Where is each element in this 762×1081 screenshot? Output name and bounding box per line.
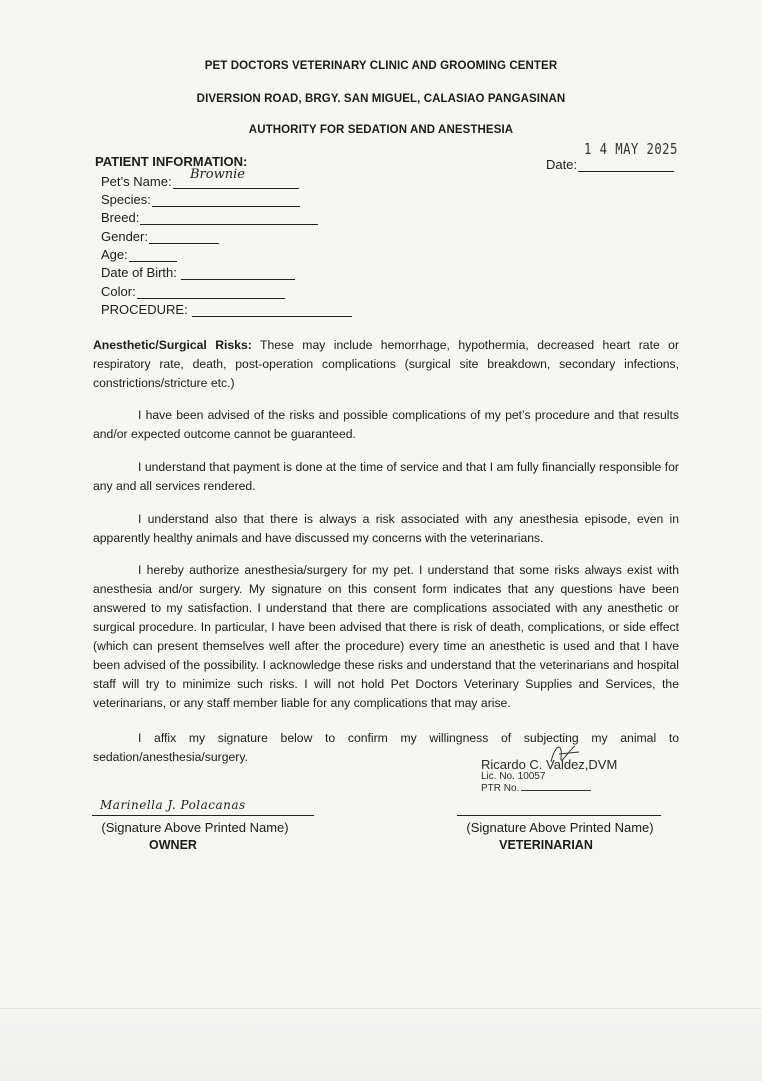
gender-label: Gender:: [101, 229, 148, 244]
color-label: Color:: [101, 284, 136, 299]
gender-blank: [149, 229, 219, 244]
vet-ptr: [481, 782, 617, 794]
vet-signature-line: [457, 815, 661, 816]
pet-name-label: Pet’s Name:: [101, 174, 172, 189]
breed-blank: [140, 210, 318, 225]
affix-signature-paragraph: I affix my signature below to confirm my willingness of subjecting my animal to sedation/anesthesia/surgery.: [93, 731, 679, 764]
age-label: Age:: [101, 247, 128, 262]
procedure-field: [101, 302, 352, 317]
scan-bottom-edge: [0, 1008, 762, 1081]
date-stamp: 1 4 MAY 2025: [584, 140, 678, 158]
vet-stamp-name: Ricardo C. Valdez,DVM: [481, 757, 618, 772]
clinic-address: DIVERSION ROAD, BRGY. SAN MIGUEL, CALASIAO PANGASINAN: [196, 93, 566, 105]
vet-role: VETERINARIAN: [499, 838, 593, 852]
risks-paragraph: [93, 336, 679, 393]
owner-role: OWNER: [149, 838, 197, 852]
procedure-blank: [192, 302, 352, 317]
patient-info-title: PATIENT INFORMATION:: [95, 154, 248, 169]
species-blank: [152, 192, 300, 207]
vet-license: Lic. No. 10057: [481, 771, 546, 782]
dob-blank: [181, 265, 295, 280]
form-title: AUTHORITY FOR SEDATION AND ANESTHESIA: [248, 124, 514, 136]
date-label: Date:: [546, 157, 578, 172]
risks-heading: Anesthetic/Surgical Risks:: [93, 338, 252, 352]
advised-paragraph: I have been advised of the risks and possible complications of my pet’s procedure and that results and/or expected outcome cannot be guaranteed.: [93, 408, 679, 441]
color-field: [101, 284, 285, 299]
date-field: [546, 157, 674, 172]
color-blank: [137, 284, 285, 299]
age-field: [101, 247, 177, 262]
owner-signature-line: [92, 815, 314, 816]
vet-signature-caption: (Signature Above Printed Name): [466, 820, 654, 835]
risk-awareness-paragraph: I understand also that there is always a risk associated with any anesthesia episode, even in apparently healthy animals and have discussed my concerns with the veterinarians.: [93, 512, 679, 545]
breed-field: [101, 210, 318, 225]
gender-field: [101, 229, 219, 244]
age-blank: [129, 247, 177, 262]
owner-handwritten-signature: Marinella J. Polacanas: [100, 798, 246, 812]
species-field: [101, 192, 300, 207]
payment-paragraph: I understand that payment is done at the time of service and that I am fully financially responsible for any and all services rendered.: [93, 460, 679, 493]
clinic-name: PET DOCTORS VETERINARY CLINIC AND GROOMING CENTER: [204, 60, 558, 72]
species-label: Species:: [101, 192, 151, 207]
breed-label: Breed:: [101, 210, 140, 225]
pet-name-handwritten: Brownie: [190, 167, 245, 182]
risks-text: These may include hemorrhage, hypothermia, decreased heart rate or respiratory rate, death, post-operation complications (surgical site breakdown, secondary infections, constrictions/stricture etc.): [93, 338, 680, 390]
vet-ptr-blank: [521, 782, 591, 791]
owner-signature-caption: (Signature Above Printed Name): [101, 820, 289, 835]
vet-ptr-label: PTR No.: [481, 783, 520, 794]
authorization-paragraph: I hereby authorize anesthesia/surgery for my pet. I understand that some risks always exist with anesthesia and/or surgery. My signature on this consent form indicates that any questions have been answered to my satisfaction. I understand that there are complications associated with any anesthetic or surgical procedure. In particular, I have been advised that there is risk of death, complications, or side effect (which can present themselves well after the procedure) every time an anesthetic is used and that I have been advised of the possibility. I acknowledge these risks and understand that the veterinarians and hospital staff will try to minimize such risks. I will not hold Pet Doctors Veterinary Supplies and Services, the veterinarians, or any staff member liable for any complications that may arise.: [93, 563, 679, 710]
date-blank: [578, 157, 674, 172]
vet-stamp: [481, 758, 617, 794]
procedure-label: PROCEDURE:: [101, 302, 188, 317]
dob-label: Date of Birth:: [101, 265, 177, 280]
dob-field: [101, 265, 295, 280]
